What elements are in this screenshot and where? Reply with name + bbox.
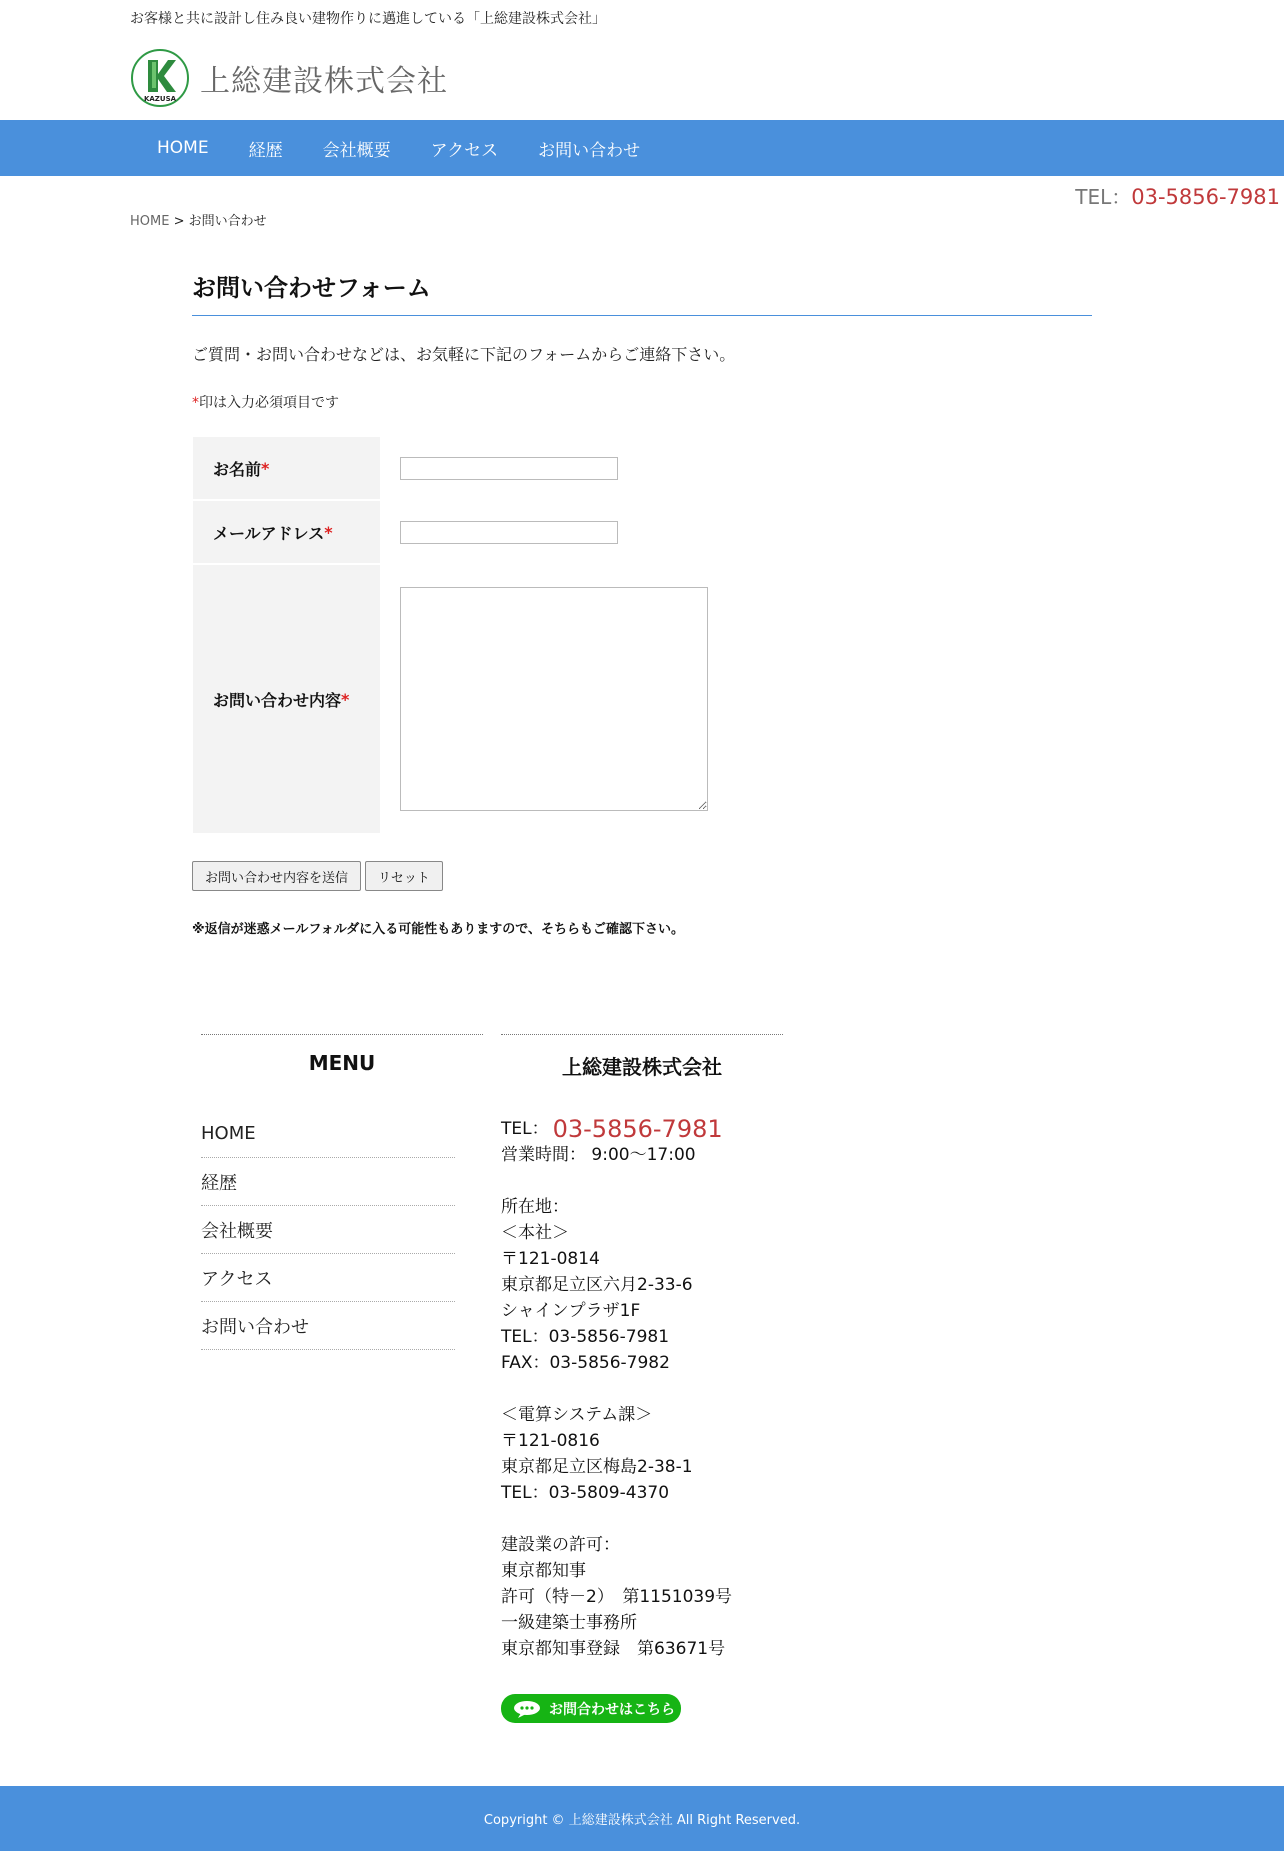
nav-item-home[interactable]: HOME	[157, 138, 209, 158]
breadcrumb	[130, 210, 267, 229]
header-tel	[1075, 181, 1280, 210]
breadcrumb-current: お問い合わせ	[188, 214, 267, 229]
branch-tel: TEL：03-5809-4370	[501, 1483, 670, 1503]
contact-cta-label: お問合わせはこちら	[549, 1701, 675, 1718]
email-input[interactable]	[400, 521, 618, 544]
header-tel-number[interactable]: 03-5856-7981	[1131, 185, 1280, 209]
name-input[interactable]	[400, 457, 618, 480]
license-line-2: 許可（特－2） 第1151039号	[501, 1587, 733, 1607]
header-tel-prefix: TEL：	[1075, 185, 1132, 209]
footer-menu-heading: MENU	[308, 1051, 376, 1075]
breadcrumb-separator: >	[169, 214, 189, 229]
head-office-zip: 〒121-0814	[501, 1249, 600, 1269]
branch-address: 東京都足立区梅島2-38-1	[501, 1457, 693, 1477]
nav-item-contact[interactable]: お問い合わせ	[538, 140, 641, 161]
license-line-4: 東京都知事登録 第63671号	[501, 1639, 726, 1659]
nav-item-access[interactable]: アクセス	[430, 140, 499, 161]
license-label: 建設業の許可：	[501, 1535, 620, 1555]
company-heading: 上総建設株式会社	[562, 1055, 722, 1079]
form-intro-text: ご質問・お問い合わせなどは、お気軽に下記のフォームからご連絡下さい。	[192, 345, 736, 364]
spam-note: ※返信が迷惑メールフォルダに入る可能性もありますので、そちらもご確認下さい。	[192, 922, 684, 937]
head-office-address: 東京都足立区六月2-33-6	[501, 1275, 693, 1295]
menu-divider	[201, 1034, 483, 1035]
form-buttons	[192, 861, 443, 891]
name-label-text: お名前	[213, 459, 262, 479]
required-mark: *	[261, 458, 270, 478]
license-line-3: 一級建築士事務所	[501, 1613, 637, 1633]
speech-bubble-icon	[513, 1700, 543, 1718]
footer-menu-item-access[interactable]: アクセス	[201, 1254, 455, 1302]
site-footer	[0, 1786, 1284, 1851]
head-office-tel: TEL：03-5856-7981	[501, 1327, 670, 1347]
head-office-fax: FAX：03-5856-7982	[501, 1353, 670, 1373]
name-label	[193, 437, 380, 499]
submit-button[interactable]: お問い合わせ内容を送信	[192, 861, 361, 891]
footer-menu-item-home[interactable]: HOME	[201, 1110, 455, 1158]
footer-menu-item-history[interactable]: 経歴	[201, 1158, 455, 1206]
required-note	[192, 392, 339, 412]
nav-item-history[interactable]: 経歴	[248, 140, 283, 161]
email-label	[193, 501, 380, 563]
required-mark: *	[341, 689, 350, 709]
message-label-text: お問い合わせ内容	[213, 690, 342, 710]
message-label	[193, 565, 380, 833]
email-label-text: メールアドレス	[213, 523, 325, 543]
breadcrumb-home-link[interactable]: HOME	[130, 214, 170, 229]
site-name: 上総建設株式会社	[200, 64, 448, 99]
business-hours: 営業時間： 9:00～17:00	[501, 1145, 696, 1165]
head-office-building: シャインプラザ1F	[501, 1301, 641, 1321]
header-tagline: お客様と共に設計し住み良い建物作りに邁進している「上総建設株式会社」	[130, 11, 606, 27]
company-tel-prefix: TEL：	[501, 1119, 549, 1139]
form-row-email	[193, 501, 713, 565]
company-info	[501, 1110, 831, 1662]
copyright-text: Copyright © 上総建設株式会社 All Right Reserved.	[483, 1813, 801, 1828]
contact-form	[193, 437, 713, 835]
footer-menu-list	[201, 1110, 455, 1350]
contact-cta-button[interactable]	[501, 1694, 681, 1723]
license-line-1: 東京都知事	[501, 1561, 586, 1581]
page-title: お問い合わせフォーム	[192, 274, 431, 302]
company-tel-number[interactable]: 03-5856-7981	[552, 1115, 723, 1143]
footer-menu-item-contact[interactable]: お問い合わせ	[201, 1302, 455, 1350]
form-row-message	[193, 565, 713, 835]
form-row-name	[193, 437, 713, 501]
head-office-label: ＜本社＞	[501, 1223, 569, 1243]
kazusa-logo-icon	[130, 48, 190, 108]
nav-item-company[interactable]: 会社概要	[322, 140, 391, 161]
title-divider	[192, 315, 1092, 316]
main-nav	[0, 120, 1284, 176]
logo-text: KAZUSA	[143, 95, 177, 103]
required-note-text: 印は入力必須項目です	[199, 395, 339, 411]
footer-menu-item-company[interactable]: 会社概要	[201, 1206, 455, 1254]
required-mark: *	[324, 522, 333, 542]
site-logo-link[interactable]	[130, 48, 448, 108]
branch-zip: 〒121-0816	[501, 1431, 600, 1451]
message-textarea[interactable]	[400, 587, 708, 811]
company-tel	[501, 1110, 831, 1142]
branch-label: ＜電算システム課＞	[501, 1405, 653, 1425]
address-label: 所在地：	[501, 1197, 569, 1217]
required-mark: *	[192, 395, 199, 411]
company-divider	[501, 1034, 783, 1035]
reset-button[interactable]: リセット	[365, 861, 443, 891]
